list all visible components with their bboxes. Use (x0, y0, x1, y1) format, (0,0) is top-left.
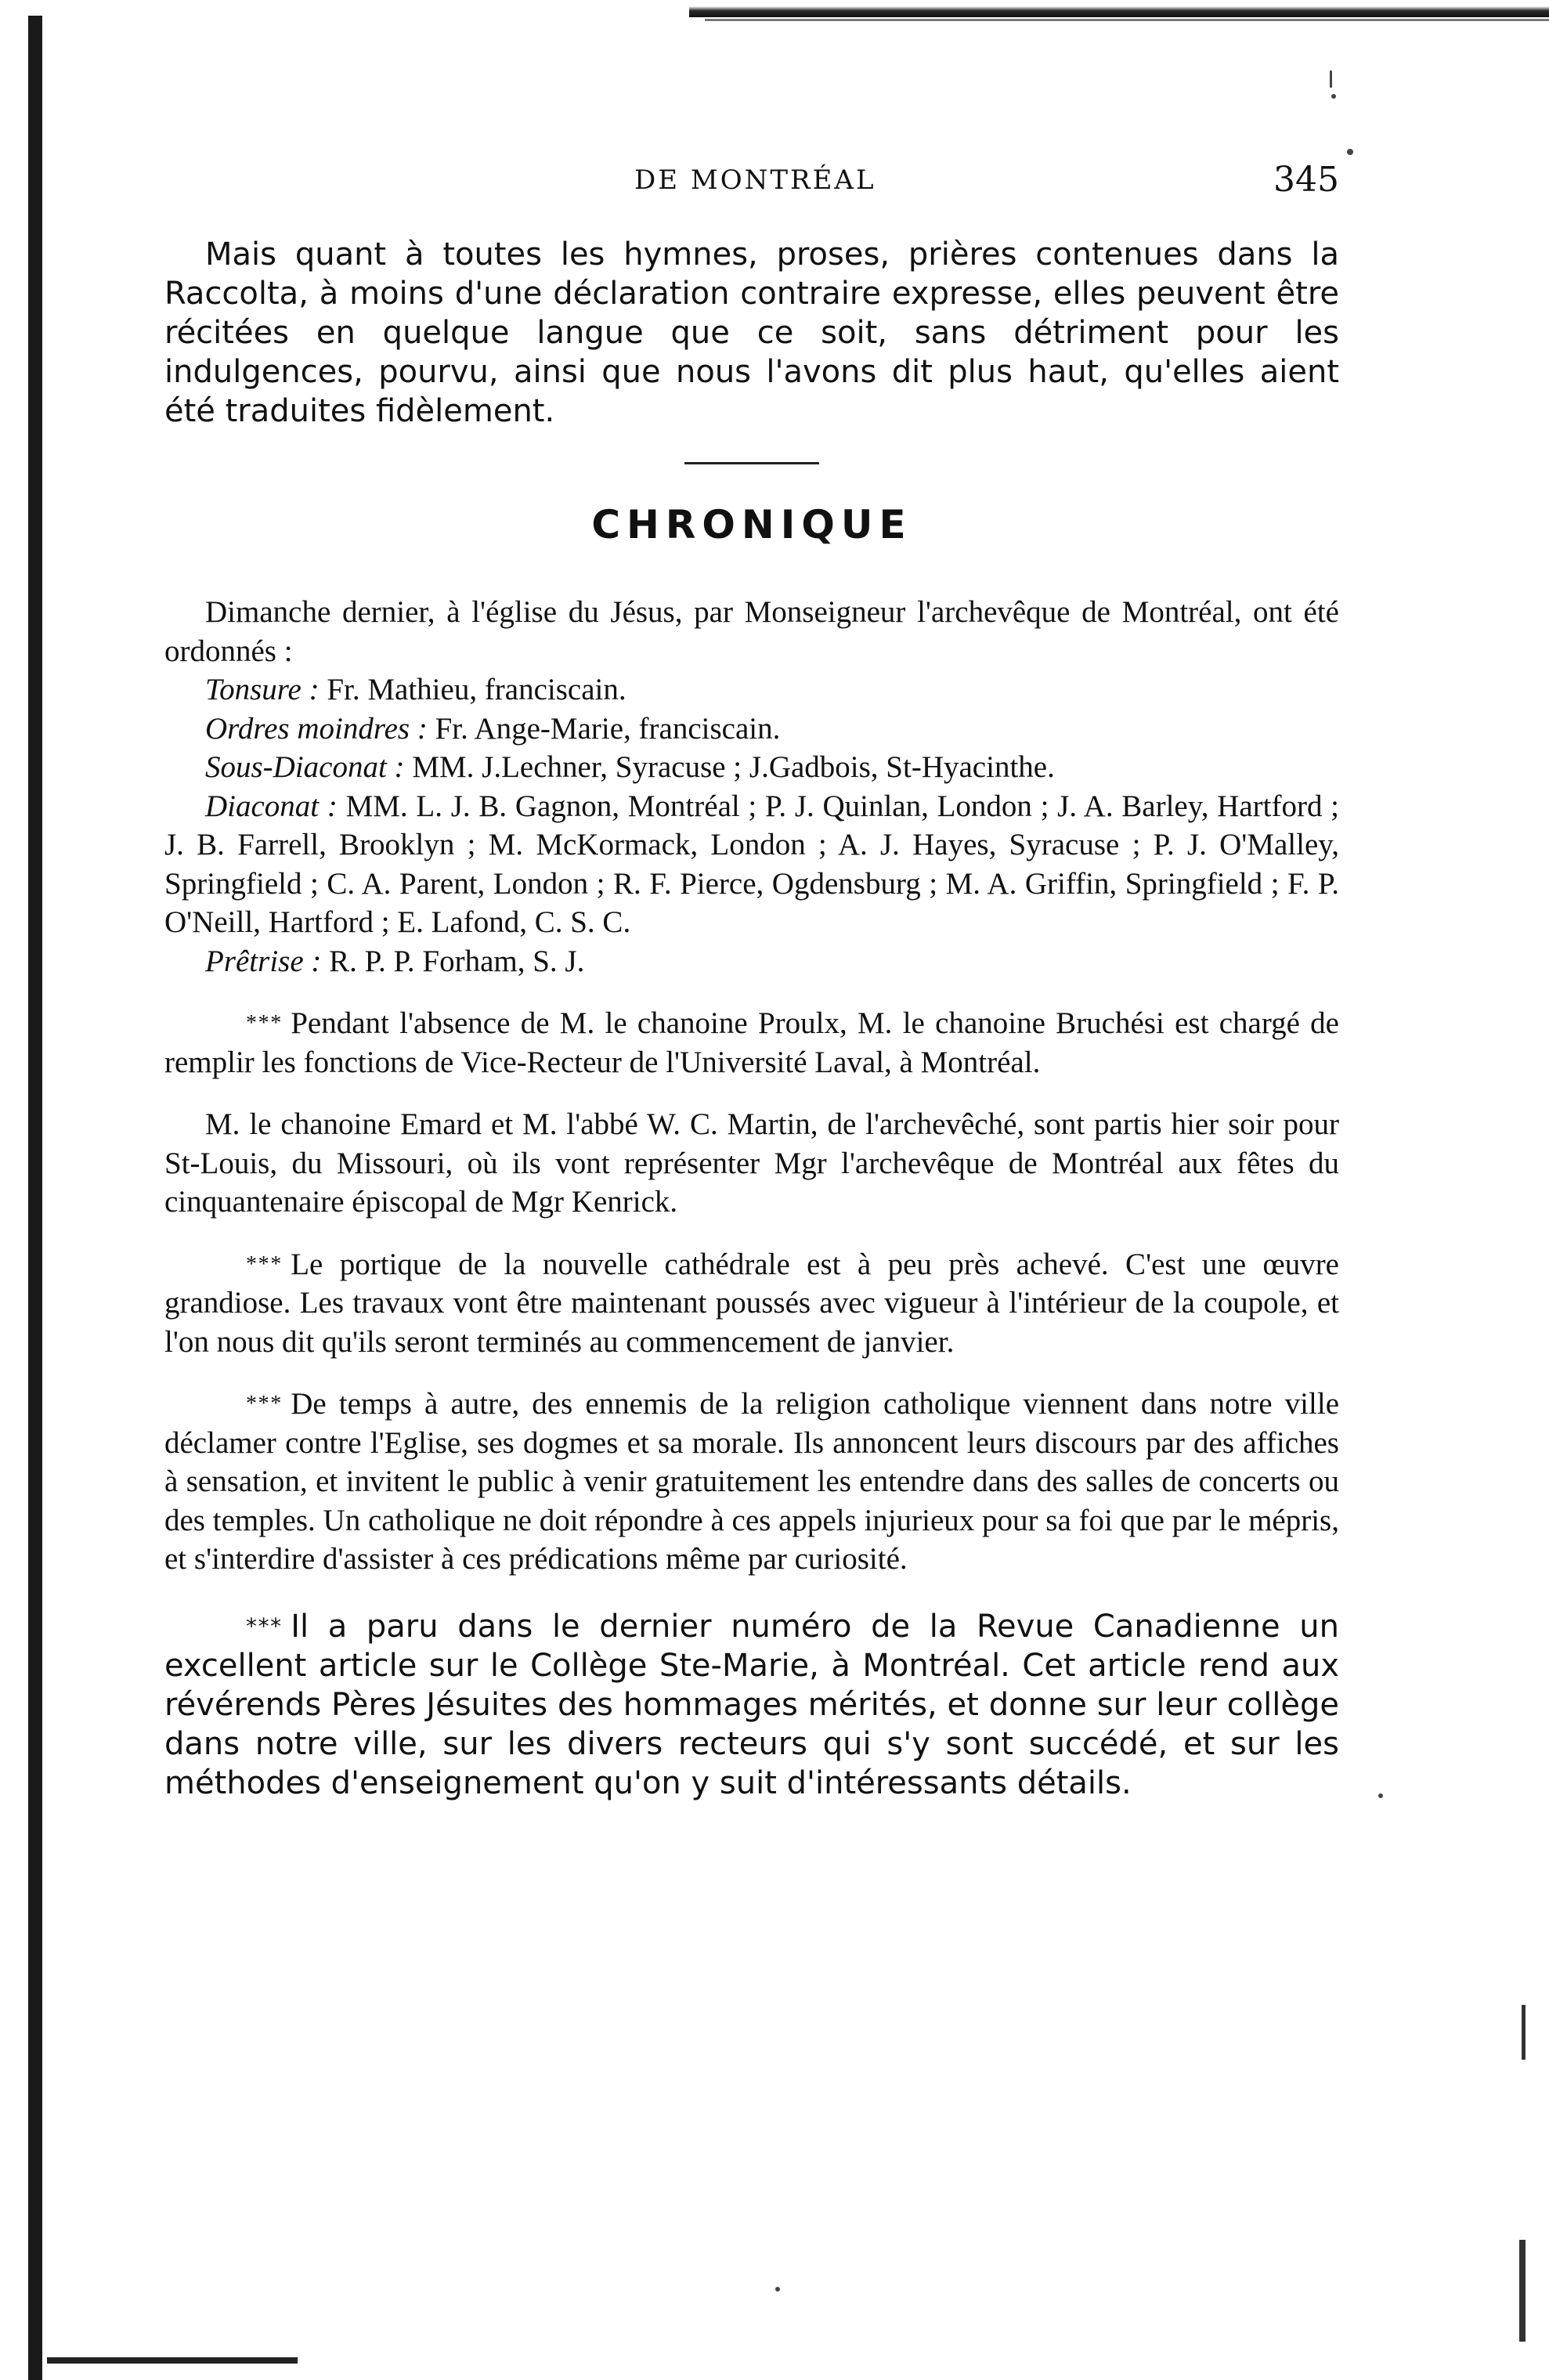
ordination-diaconat (164, 787, 1339, 942)
ordination-label: Prêtrise : (205, 944, 322, 978)
news-item-st-louis (164, 1105, 1339, 1222)
asterism-icon: * * * (246, 1392, 280, 1416)
scan-top-rule-thin (705, 19, 1549, 21)
ordination-ordres-moindres (164, 710, 1339, 749)
ordination-label: Tonsure : (205, 673, 320, 706)
news-item-revue-canadienne (164, 1607, 1339, 1803)
asterism-icon: * * * (246, 1251, 280, 1277)
scan-bottom-rule (47, 2357, 298, 2364)
scan-dot (1331, 94, 1336, 99)
ordination-tonsure (164, 670, 1339, 710)
ordination-names: MM. J.Lechner, Syracuse ; J.Gadbois, St-Hyacinthe. (412, 750, 1055, 784)
scan-dot (1330, 70, 1332, 88)
scan-dot (1347, 149, 1353, 155)
news-text: Pendant l'absence de M. le chanoine Proulx, M. le chanoine Bruchési est chargé de remplir les fonctions de Vice-Recteur de l'Université Laval, à Montréal. (164, 1006, 1339, 1079)
section-title: CHRONIQUE (591, 502, 912, 547)
ordination-names: R. P. P. Forham, S. J. (329, 944, 585, 978)
section-divider (684, 462, 819, 464)
scan-speckle (1519, 2240, 1526, 2342)
ordination-label: Ordres moindres : (205, 711, 428, 746)
news-text: Le portique de la nouvelle cathédrale est à peu près achevé. C'est une œuvre grandiose. Les travaux vont être maintenant poussés avec vigueur à l'intérieur de la coupole, et l'on nous dit qu'ils seront terminés au commencement de janvier. (164, 1247, 1339, 1359)
ordination-names: MM. L. J. B. Gagnon, Montréal ; P. J. Quinlan, London ; J. A. Barley, Hartford ; J. B. Farrell, Brooklyn ; M. McKormack, London ; A. J. Hayes, Syracuse ; P. J. O'Malley, Springfield ; C. A. Parent, London ; R. F. Pierce, Ogdensburg ; M. A. Griffin, Springfield ; F. P. O'Neill, Hartford ; E. Lafond, C. S. C. (164, 789, 1340, 939)
page-number: 345 (1273, 160, 1339, 200)
scan-binding-edge (28, 16, 42, 2380)
ordination-label: Diaconat : (205, 789, 338, 823)
news-item-cathedrale (164, 1245, 1339, 1362)
asterism-icon: * * * (246, 1011, 280, 1035)
ordinations-intro: Dimanche dernier, à l'église du Jésus, par Monseigneur l'archevêque de Montréal, ont été ordonnés : (164, 595, 1339, 668)
running-title: DE MONTRÉAL (634, 164, 876, 196)
scan-speckle (1522, 2005, 1526, 2060)
text-column (164, 235, 1339, 1803)
ordination-names: Fr. Ange-Marie, franciscain. (435, 711, 781, 746)
news-text: Il a paru dans le dernier numéro de la Revue Canadienne un excellent article sur le Collège Ste-Marie, à Montréal. Cet article rend aux révérends Pères Jésuites des hommages mérités, et donne sur leur collège dans notre ville, sur les divers recteurs qui s'y sont succédé, et sur les méthodes d'enseignement qu'on y suit d'intéressants détails. (164, 1608, 1339, 1801)
ordination-label: Sous-Diaconat : (205, 750, 405, 784)
ordination-sous-diaconat (164, 748, 1339, 787)
ordination-pretrise (164, 942, 1339, 981)
ordination-names: Fr. Mathieu, franciscain. (327, 673, 626, 706)
asterism-icon: * * * (246, 1613, 280, 1639)
intro-paragraph: Mais quant à toutes les hymnes, proses, prières contenues dans la Raccolta, à moins d'une déclaration contraire expresse, elles peuvent être récitées en quelque langue que ce soit, sans détriment pour les indulgences, pourvu, ainsi que nous l'avons dit plus haut, qu'elles aient été traduites fidèlement. (164, 237, 1339, 429)
news-item-vice-recteur (164, 1004, 1339, 1082)
news-text: De temps à autre, des ennemis de la religion catholique viennent dans notre ville déclamer contre l'Eglise, ses dogmes et sa morale. Ils annoncent leurs discours par des affiches à sensation, et invitent le public à venir gratuitement les entendre dans des salles de concerts ou des temples. Un catholique ne doit répondre à ces appels injurieux pour sa foi que par le mépris, et s'interdire d'assister à ces prédications même par curiosité. (164, 1387, 1339, 1576)
scan-dot (1378, 1793, 1383, 1798)
scan-dot (775, 2287, 780, 2292)
running-head (164, 160, 1339, 211)
news-item-ennemis (164, 1385, 1339, 1579)
news-text: M. le chanoine Emard et M. l'abbé W. C. Martin, de l'archevêché, sont partis hier soir pour St-Louis, du Missouri, où ils vont représenter Mgr l'archevêque de Montréal aux fêtes du cinquantenaire épiscopal de Mgr Kenrick. (164, 1107, 1339, 1219)
scan-top-rule (689, 6, 1549, 17)
